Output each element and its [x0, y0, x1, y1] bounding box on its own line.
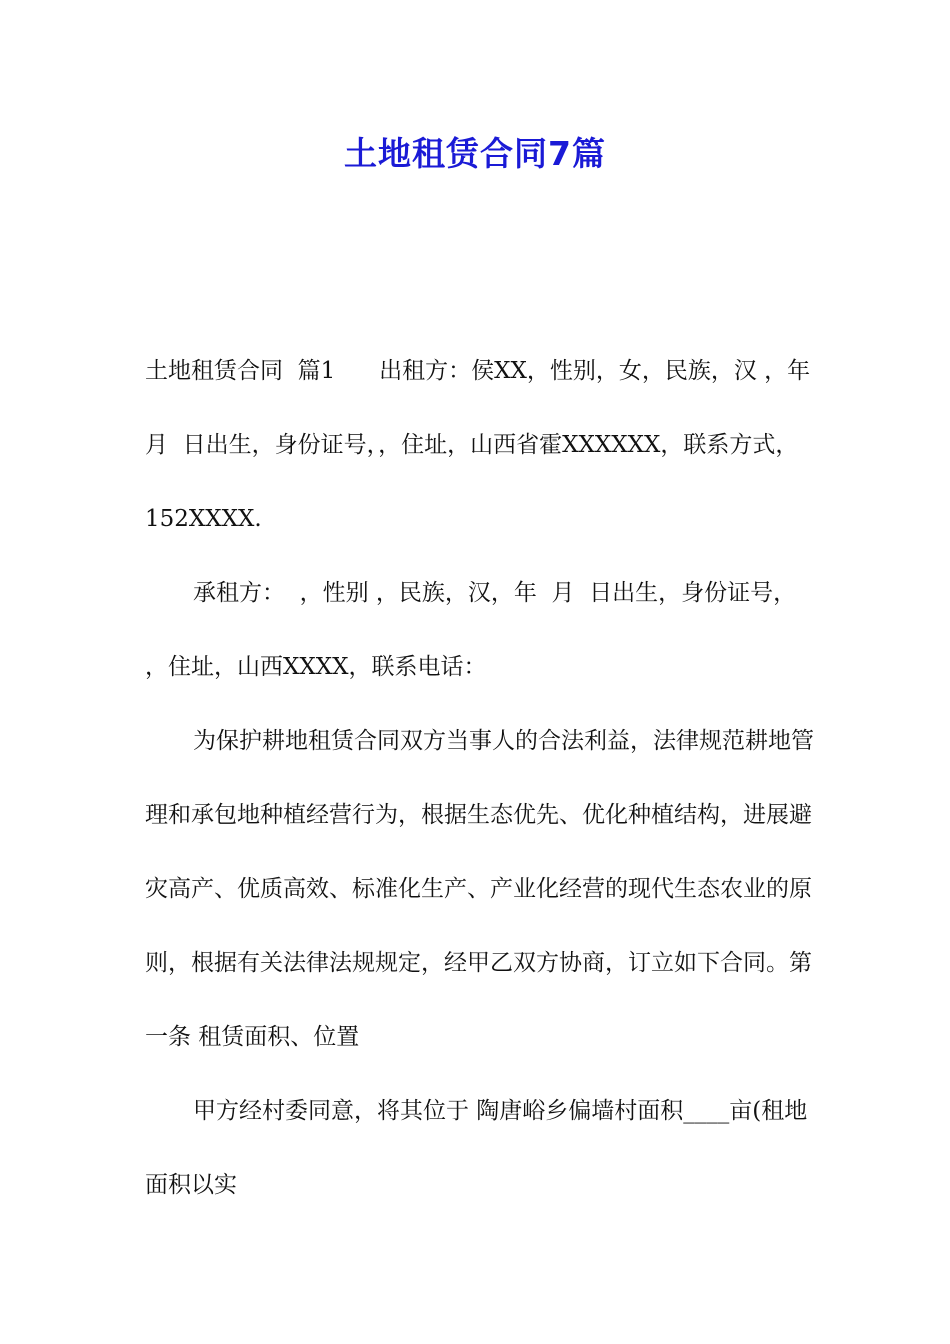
paragraph-land-location: 甲方经村委同意，将其位于 陶唐峪乡偏墙村面积____亩(租地面积以实: [145, 1098, 808, 1198]
paragraph-parties-lessor: 土地租赁合同 篇1 出租方：侯XX，性别，女，民族，汉 ，年 月 日出生，身份证号，，住址，山西省霍XXXXXX，联系方式，152XXXX.: [145, 358, 825, 532]
paragraph-purpose: 为保护耕地租赁合同双方当事人的合法利益，法律规范耕地管理和承包地种植经营行为，根据生态优先、优化种植结构，进展避灾高产、优质高效、标准化生产、产业化经营的现代生态农业的原则，根据有关法律法规规定，经甲乙双方协商，订立如下合同。第一条 租赁面积、位置: [145, 728, 814, 1050]
paragraph-parties-lessee: 承租方： ，性别 ，民族，汉，年 月 日出生，身份证号， ，住址，山西XXXX，联系电话：: [145, 580, 811, 680]
document-body: [145, 334, 825, 1222]
document-title: 土地租赁合同7篇: [344, 134, 606, 173]
